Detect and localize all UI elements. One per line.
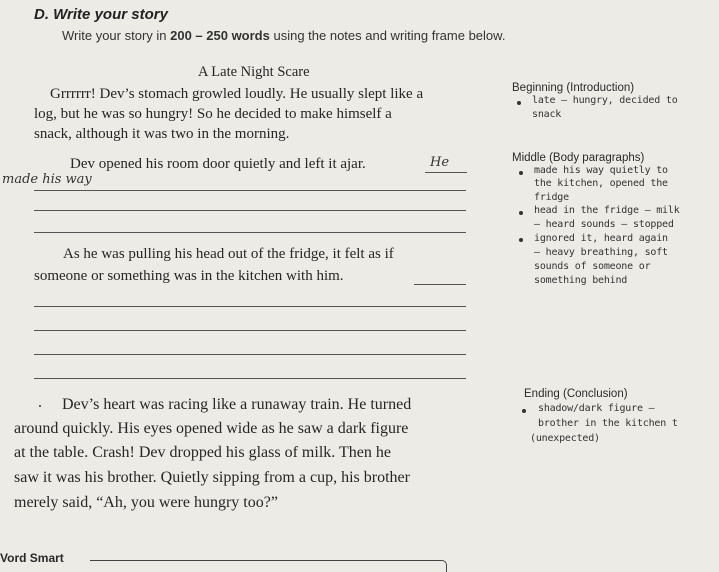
intro-line-3: snack, although it was two in the morning. [34,126,290,142]
write-line [34,190,466,191]
instruction-text [62,28,505,43]
ending-mark: . [38,394,42,411]
instruction-pre: Write your story in [62,28,171,43]
write-line [414,284,466,285]
instruction-bold: 200 – 250 words [170,28,270,43]
write-line [34,378,466,379]
notes-ending-item-1-line-1: shadow/dark figure – [538,403,655,414]
middle-line-2: As he was pulling his head out of the fridge, it felt as if [63,246,394,262]
notes-middle-item-3-line-1: ignored it, heard again [534,233,668,244]
footer-line-corner [440,560,447,572]
bullet [522,409,526,413]
ending-line-1: Dev’s heart was racing like a runaway train. He turned [62,396,412,413]
footer-line [90,560,442,561]
notes-middle-item-2-line-1: head in the fridge – milk [534,205,680,216]
middle-line-1: Dev opened his room door quietly and left it ajar. [70,156,366,172]
notes-middle-heading: Middle (Body paragraphs) [512,152,645,164]
bullet [519,171,523,175]
story-title: A Late Night Scare [198,64,310,80]
notes-middle-item-2-line-2: – heard sounds – stopped [534,219,674,230]
handwriting-he: He [430,155,450,170]
notes-middle-item-3-line-4: something behind [534,275,628,286]
write-line [34,330,466,331]
notes-middle-item-1-line-1: made his way quietly to [534,165,668,176]
write-line [425,172,467,173]
notes-middle-item-1-line-2: the kitchen, opened the [534,178,668,189]
write-line [34,232,466,233]
bullet [519,211,523,215]
word-smart-label: Vord Smart [0,551,64,565]
notes-beginning-item-1: late – hungry, decided to [532,95,678,106]
instruction-post: using the notes and writing frame below. [269,28,506,43]
intro-line-2: log, but he was so hungry! So he decided to make himself a [34,106,392,122]
notes-beginning-heading: Beginning (Introduction) [512,82,635,94]
notes-ending-item-1-line-2: brother in the kitchen t [538,418,678,429]
notes-middle-item-1-line-3: fridge [534,192,569,203]
ending-line-4: saw it was his brother. Quietly sipping from a cup, his brother [14,469,410,486]
notes-ending-item-1-line-3: (unexpected) [530,433,600,444]
notes-middle-item-3-line-2: – heavy breathing, soft [534,247,668,258]
notes-ending-heading: Ending (Conclusion) [524,388,628,400]
middle-line-3: someone or something was in the kitchen with him. [34,268,344,284]
section-heading: D. Write your story [34,6,168,23]
intro-line-1: Grrrrrr! Dev’s stomach growled loudly. He usually slept like a [50,86,424,102]
bullet [519,238,523,242]
bullet [517,101,521,105]
write-line [34,354,466,355]
ending-line-5: merely said, “Ah, you were hungry too?” [14,494,278,511]
ending-line-3: at the table. Crash! Dev dropped his glass of milk. Then he [14,444,391,461]
ending-line-2: around quickly. His eyes opened wide as he saw a dark figure [14,420,409,437]
write-line [34,306,466,307]
notes-middle-item-3-line-3: sounds of someone or [534,261,651,272]
write-line [34,210,466,211]
notes-beginning-item-2: snack [532,109,562,120]
handwriting-made-his-way: made his way [2,172,92,187]
